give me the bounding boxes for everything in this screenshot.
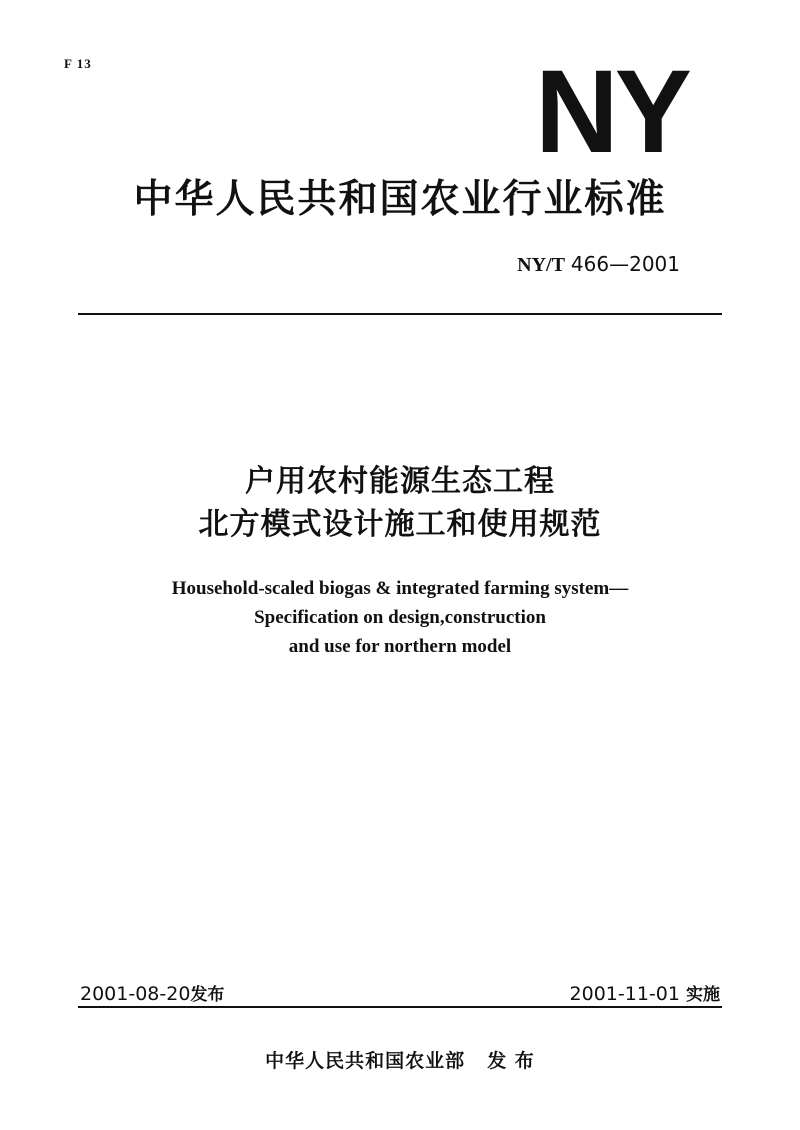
- classification-code: F 13: [64, 56, 92, 71]
- top-divider: [78, 313, 722, 315]
- standard-number-prefix: NY/T: [517, 254, 565, 276]
- title-chinese-line-1: 户用农村能源生态工程: [245, 464, 555, 499]
- issue-date-label: 发布: [190, 985, 225, 1005]
- ny-standard-logo: NY: [535, 46, 688, 178]
- issue-date: [80, 980, 224, 1009]
- title-english-line-1: Household-scaled biogas & integrated farming system—: [171, 578, 629, 599]
- title-chinese-line-2: 北方模式设计施工和使用规范: [198, 507, 602, 542]
- issuer-name: 中华人民共和国农业部: [265, 1050, 466, 1072]
- implementation-date-label: 实施: [686, 985, 720, 1005]
- issuer-action: 发 布: [487, 1050, 535, 1072]
- issuing-authority: [0, 1046, 800, 1076]
- standard-type-heading: 中华人民共和国农业行业标准: [133, 177, 667, 222]
- implementation-date-value: 2001-11-01: [569, 983, 680, 1005]
- title-english-line-3: and use for northern model: [288, 636, 512, 657]
- standard-number-value: 466—2001: [570, 252, 680, 276]
- bottom-divider: [78, 1006, 722, 1008]
- title-english-line-2: Specification on design,construction: [254, 607, 546, 628]
- issue-date-value: 2001-08-20: [80, 983, 191, 1005]
- implementation-date: [570, 980, 720, 1009]
- standard-number: [517, 250, 680, 279]
